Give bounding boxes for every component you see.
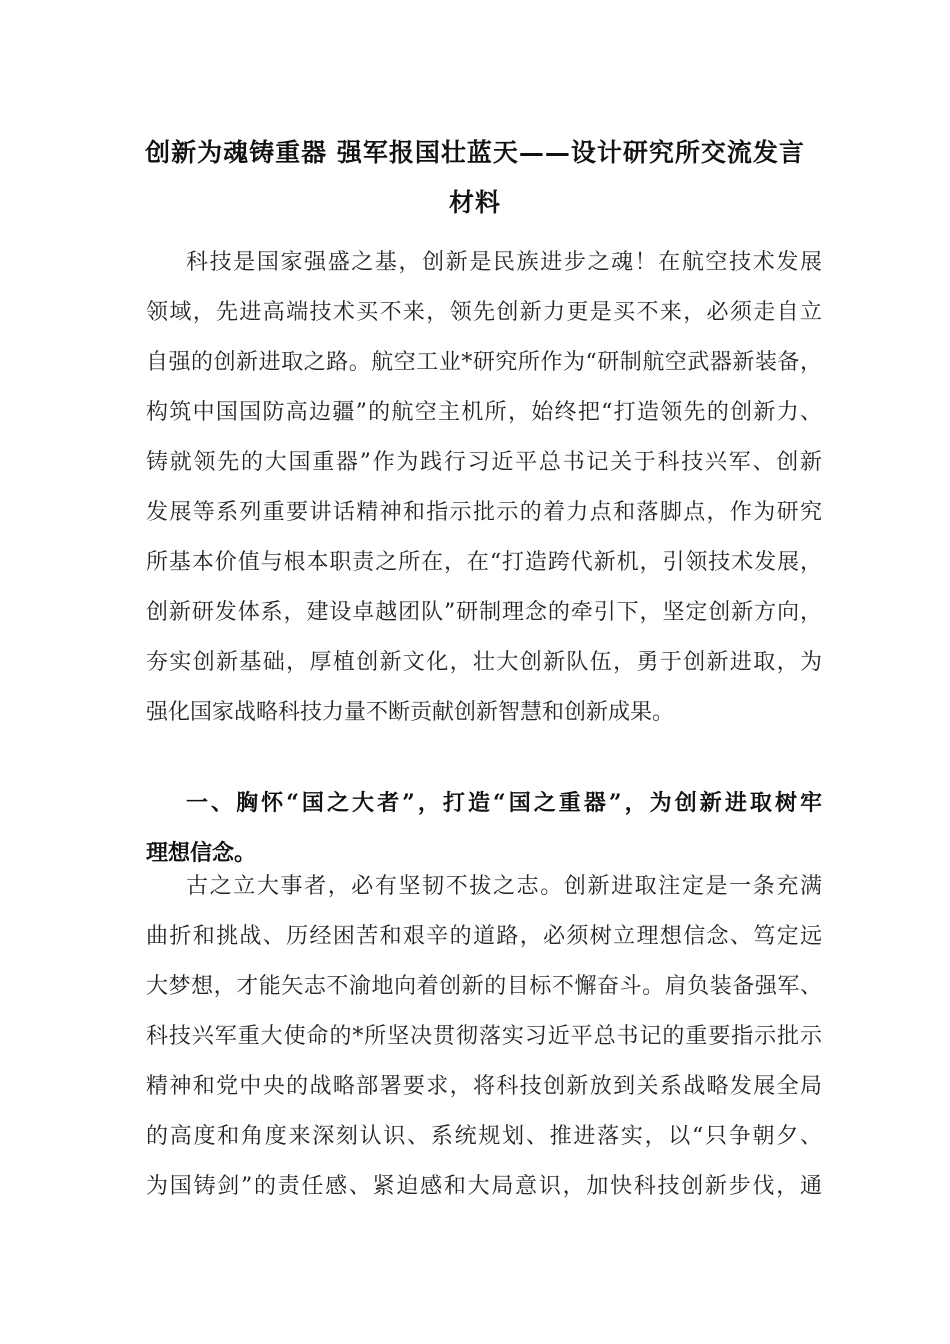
paragraph-line: 发展等系列重要讲话精神和指示批示的着力点和落脚点，作为研究: [146, 500, 822, 525]
heading-line: 一、胸怀“国之大者”，打造“国之重器”，为创新进取树牢: [186, 790, 822, 816]
title-line-2: 材料: [448, 188, 501, 217]
paragraph-line: 强化国家战略科技力量不断贡献创新智慧和创新成果。: [146, 700, 675, 725]
paragraph-line: 为国铸剑”的责任感、紧迫感和大局意识，加快科技创新步伐，通: [146, 1174, 822, 1199]
title-line-1: 创新为魂铸重器 强军报国壮蓝天——设计研究所交流发言: [145, 138, 805, 167]
paragraph-line: 铸就领先的大国重器”作为践行习近平总书记关于科技兴军、创新: [146, 450, 822, 475]
paragraph-line: 大梦想，才能矢志不渝地向着创新的目标不懈奋斗。肩负装备强军、: [146, 974, 822, 999]
paragraph-line: 科技是国家强盛之基，创新是民族进步之魂！在航空技术发展: [186, 250, 822, 275]
paragraph-line: 古之立大事者，必有坚韧不拔之志。创新进取注定是一条充满: [186, 874, 822, 899]
paragraph-line: 夯实创新基础，厚植创新文化，壮大创新队伍，勇于创新进取，为: [146, 650, 822, 675]
intro-paragraph: [146, 238, 822, 738]
paragraph-line: 曲折和挑战、历经困苦和艰辛的道路，必须树立理想信念、笃定远: [146, 924, 822, 949]
paragraph-line: 构筑中国国防高边疆”的航空主机所，始终把“打造领先的创新力、: [146, 400, 822, 425]
section-paragraph: [146, 862, 822, 1212]
heading-line: 理想信念。: [146, 840, 257, 866]
document-title: [140, 128, 810, 228]
paragraph-line: 的高度和角度来深刻认识、系统规划、推进落实，以“只争朝夕、: [146, 1124, 822, 1149]
paragraph-line: 自强的创新进取之路。航空工业*研究所作为“研制航空武器新装备，: [146, 350, 822, 375]
paragraph-line: 所基本价值与根本职责之所在，在“打造跨代新机，引领技术发展，: [146, 550, 822, 575]
paragraph-line: 精神和党中央的战略部署要求，将科技创新放到关系战略发展全局: [146, 1074, 822, 1099]
paragraph-line: 科技兴军重大使命的*所坚决贯彻落实习近平总书记的重要指示批示: [146, 1024, 822, 1049]
paragraph-line: 创新研发体系，建设卓越团队”研制理念的牵引下，坚定创新方向，: [146, 600, 822, 625]
paragraph-line: 领域，先进高端技术买不来，领先创新力更是买不来，必须走自立: [146, 300, 822, 325]
